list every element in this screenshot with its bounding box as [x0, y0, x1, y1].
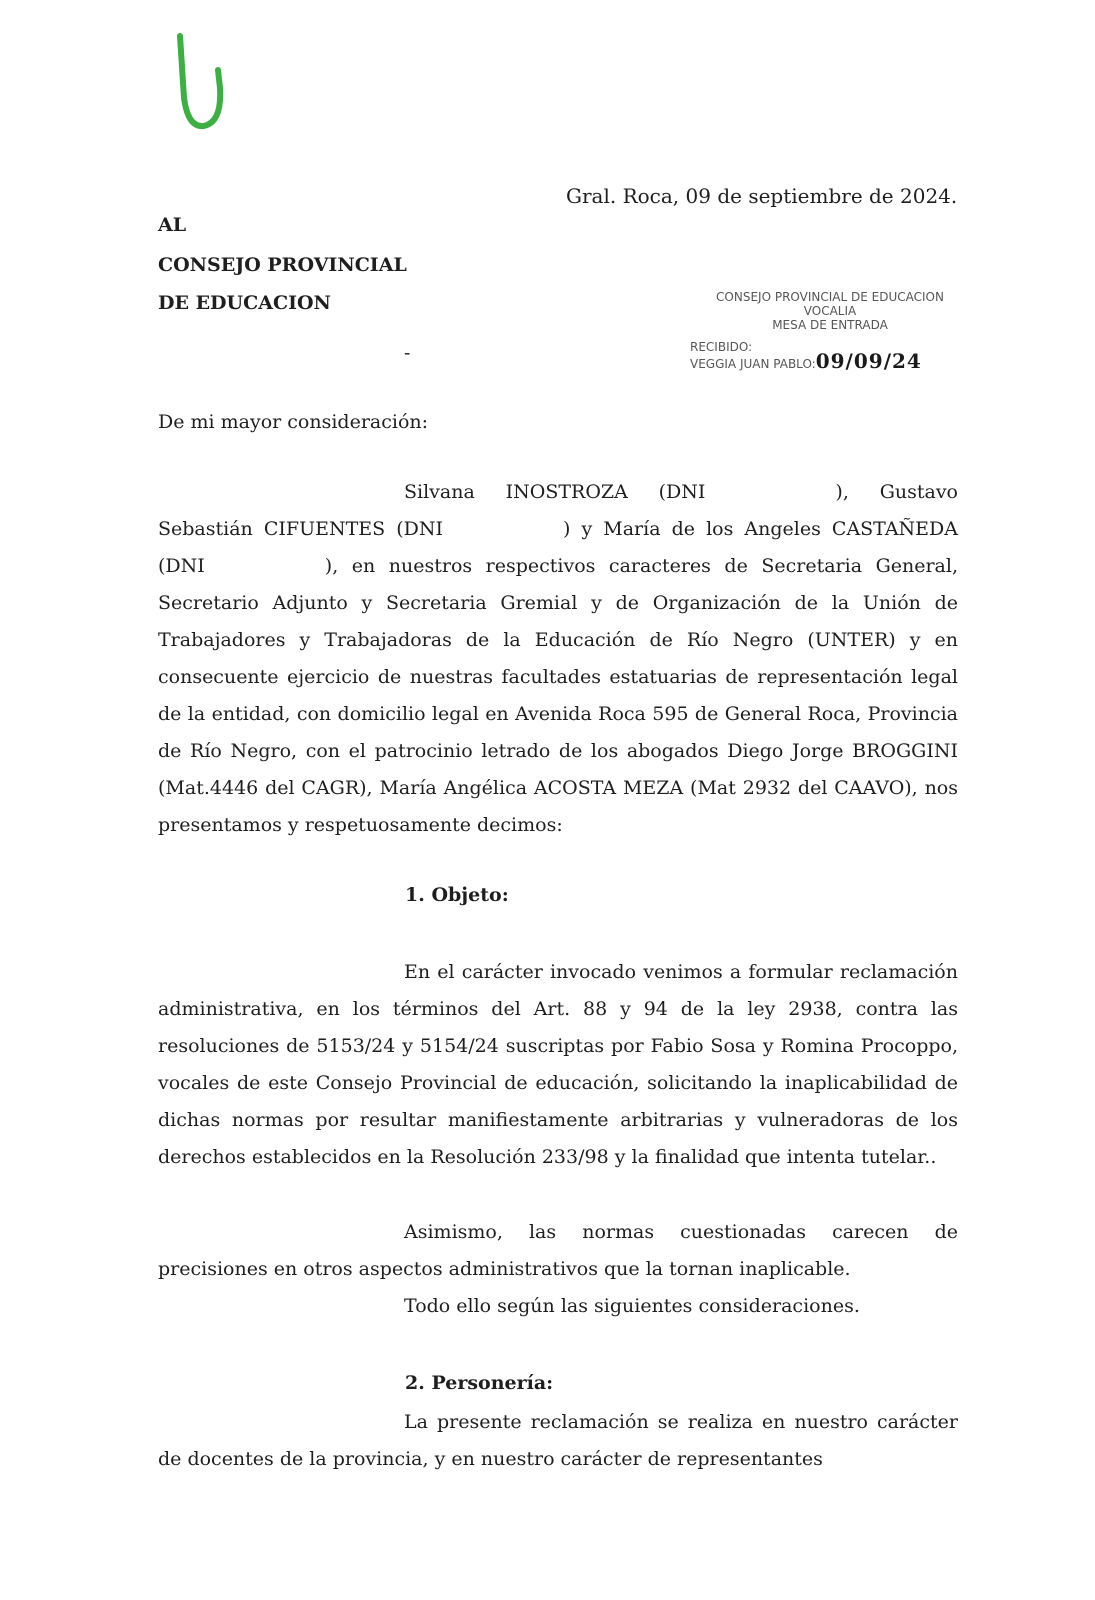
addressee-line-3: DE EDUCACION	[158, 292, 331, 314]
section-1-text-3: Todo ello según las siguientes consideraciones.	[404, 1295, 860, 1317]
section-1-text-2: Asimismo, las normas cuestionadas carecen de precisiones en otros aspectos administrativos que la tornan inaplicable.	[158, 1221, 958, 1280]
section-2-text-1: La presente reclamación se realiza en nuestro carácter de docentes de la provincia, y en nuestro carácter de representantes	[158, 1411, 958, 1470]
stamp-line-2: VOCALIA	[803, 304, 857, 318]
dash-mark: -	[404, 342, 411, 364]
addressee-line-1: AL	[158, 214, 187, 236]
stamp-line-1: CONSEJO PROVINCIAL DE EDUCACION	[716, 290, 944, 304]
green-checkmark-icon	[170, 28, 230, 138]
redacted-dni	[443, 520, 563, 540]
intro-paragraph	[158, 474, 958, 844]
section-1-heading: 1. Objeto:	[405, 884, 509, 906]
date-line: Gral. Roca, 09 de septiembre de 2024.	[566, 184, 958, 208]
greeting: De mi mayor consideración:	[158, 411, 429, 433]
section-1-paragraph-1	[158, 954, 958, 1176]
stamp-handwritten-date: 09/09/24	[815, 349, 922, 373]
intro-part-1: Silvana INOSTROZA (DNI	[404, 481, 706, 503]
redacted-dni	[205, 557, 325, 577]
section-2-heading: 2. Personería:	[405, 1372, 554, 1394]
section-1-paragraph-3	[158, 1288, 958, 1325]
addressee-line-2: CONSEJO PROVINCIAL	[158, 254, 407, 276]
section-1-text-1: En el carácter invocado venimos a formular reclamación administrativa, en los términos del Art. 88 y 94 de la ley 2938, contra las resoluciones de 5153/24 y 5154/24 suscriptas por Fabio Sosa y Romina Procoppo, vocales de este Consejo Provincial de educación, solicitando la inaplicabilidad de dichas normas por resultar manifiestamente arbitrarias y vulneradoras de los derechos establecidos en la Resolución 233/98 y la finalidad que intenta tutelar..	[158, 961, 958, 1168]
intro-part-4: ), en nuestros respectivos caracteres de Secretaria General, Secretario Adjunto y Secretaria Gremial y de Organización de la Unión de Trabajadores y Trabajadoras de la Educación de Río Negro (UNTER) y en consecuente ejercicio de nuestras facultades estatuarias de representación legal de la entidad, con domicilio legal en Avenida Roca 595 de General Roca, Provincia de Río Negro, con el patrocinio letrado de los abogados Diego Jorge BROGGINI (Mat.4446 del CAGR), María Angélica ACOSTA MEZA (Mat 2932 del CAAVO), nos presentamos y respetuosamente decimos:	[158, 555, 958, 836]
intro-part-2: ), Gustavo Sebastián CIFUENTES (DNI	[158, 481, 958, 540]
reception-stamp	[690, 290, 970, 371]
redacted-dni	[705, 483, 835, 503]
stamp-line-3: MESA DE ENTRADA	[772, 318, 888, 332]
stamp-signer: VEGGIA JUAN PABLO:	[690, 357, 816, 371]
intro-part-3: ) y María de los Angeles CASTAÑEDA (DNI	[158, 518, 958, 577]
stamp-line-4: RECIBIDO:	[690, 340, 753, 354]
section-2-paragraph-1	[158, 1404, 958, 1478]
stamp-line-5	[690, 349, 970, 373]
section-1-paragraph-2	[158, 1214, 958, 1288]
